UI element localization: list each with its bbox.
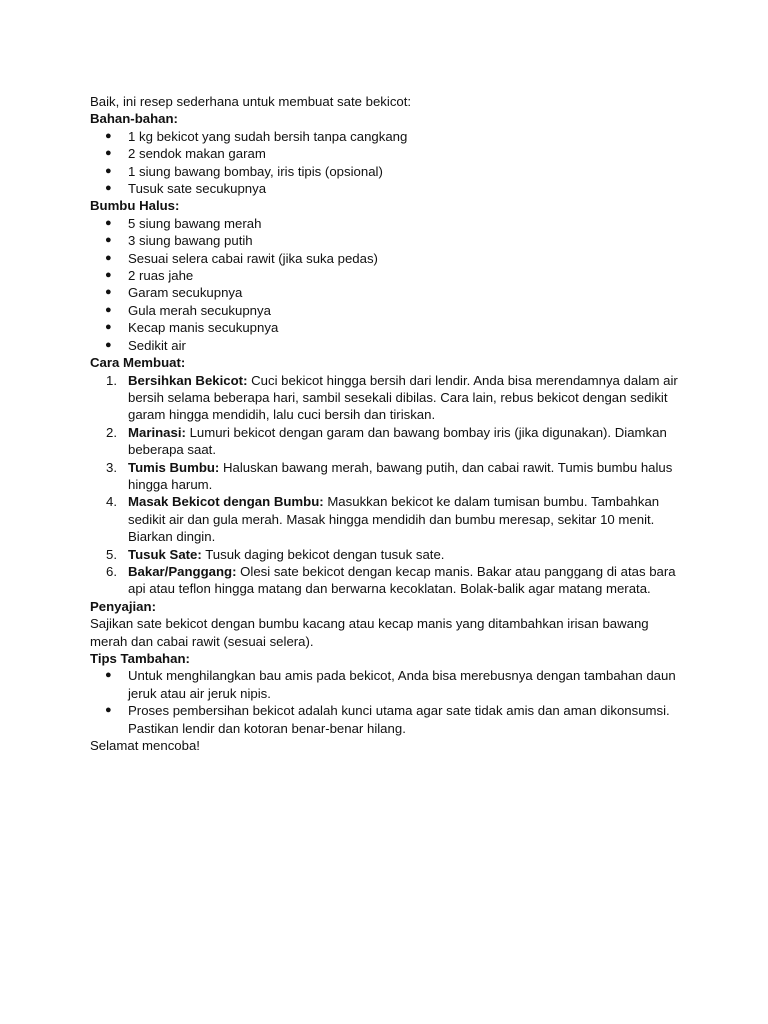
step-number: 5. (106, 546, 117, 562)
step-title: Tumis Bumbu: (128, 459, 220, 475)
bullet-icon: ● (105, 269, 112, 282)
step-title: Marinasi: (128, 424, 186, 440)
bullet-icon: ● (105, 338, 112, 351)
step-text: Lumuri bekicot dengan garam dan bawang bombay iris (jika digunakan). Diamkan beberapa saat. (128, 424, 667, 458)
ingredients-heading: Bahan-bahan: (90, 111, 178, 127)
bullet-icon: ● (105, 234, 112, 247)
bullet-icon: ● (105, 251, 112, 264)
step-item (90, 546, 682, 563)
bullet-icon: ● (105, 129, 112, 142)
bullet-icon: ● (105, 286, 112, 299)
bullet-icon: ● (105, 182, 112, 195)
tips-list (90, 667, 682, 737)
ingredients-list (90, 128, 682, 198)
list-item: ● 2 ruas jahe (105, 268, 194, 284)
list-item: ● 5 siung bawang merah (105, 215, 262, 231)
document-page (90, 93, 682, 754)
step-text: Haluskan bawang merah, bawang putih, dan cabai rawit. Tumis bumbu halus hingga harum. (128, 459, 673, 492)
closing-text: Selamat mencoba! (90, 738, 200, 754)
method-heading: Cara Membuat: (90, 355, 186, 371)
bullet-icon: ● (105, 216, 112, 229)
bullet-icon: ● (105, 164, 112, 177)
step-item (90, 424, 682, 459)
step-text: Tusuk daging bekicot dengan tusuk sate. (201, 546, 445, 562)
step-text: Masukkan bekicot ke dalam tumisan bumbu. Tambahkan sedikit air dan gula merah. Masak hingga mendidih dan bumbu meresap, sekitar 10 menit. Biarkan dingin. (128, 494, 660, 545)
bullet-icon: ● (105, 147, 112, 160)
step-item (90, 493, 682, 545)
step-number: 2. (106, 424, 117, 440)
list-item: ● 1 kg bekicot yang sudah bersih tanpa cangkang (105, 128, 408, 144)
step-item (90, 372, 682, 424)
step-title: Bakar/Panggang: (128, 563, 237, 579)
step-number: 6. (106, 563, 117, 579)
step-title: Masak Bekicot dengan Bumbu: (128, 494, 324, 510)
step-title: Bersihkan Bekicot: (128, 372, 248, 388)
serving-text: Sajikan sate bekicot dengan bumbu kacang atau kecap manis yang ditambahkan irisan bawang merah dan cabai rawit (sesuai selera). (90, 616, 649, 649)
list-item: ● Sesuai selera cabai rawit (jika suka pedas) (105, 250, 378, 266)
list-item: ● 3 siung bawang putih (105, 233, 253, 249)
step-item (90, 459, 682, 494)
bullet-icon: ● (105, 321, 112, 334)
list-item: ● Tusuk sate secukupnya (105, 181, 267, 197)
bullet-icon: ● (105, 704, 112, 717)
intro-text: Baik, ini resep sederhana untuk membuat sate bekicot: (90, 94, 412, 109)
spices-heading: Bumbu Halus: (90, 198, 180, 214)
list-item: ● Kecap manis secukupnya (105, 320, 279, 336)
list-item: ● Sedikit air (105, 337, 186, 353)
list-item: ● 2 sendok makan garam (105, 146, 266, 162)
spices-list (90, 215, 682, 354)
bullet-icon: ● (105, 669, 112, 682)
step-title: Tusuk Sate: (128, 546, 202, 562)
step-item (90, 563, 682, 598)
tips-heading: Tips Tambahan: (90, 651, 190, 666)
step-number: 4. (106, 494, 117, 510)
list-item: ● Gula merah secukupnya (105, 302, 271, 318)
list-item: ● Untuk menghilangkan bau amis pada bekicot, Anda bisa merebusnya dengan tambahan daun jeruk atau air jeruk nipis. (105, 668, 676, 701)
step-text: Olesi sate bekicot dengan kecap manis. Bakar atau panggang di atas bara api atau teflon hingga matang dan berwarna kecoklatan. Bolak-balik agar matang merata. (128, 563, 676, 597)
step-text: Cuci bekicot hingga bersih dari lendir. Anda bisa merendamnya dalam air bersih selama beberapa hari, sambil sesekali dibilas. Cara lain, rebus bekicot dengan sedikit garam hingga mendidih, lalu cuci bersih dan tiriskan. (128, 372, 678, 423)
list-item: ● 1 siung bawang bombay, iris tipis (opsional) (105, 163, 383, 179)
step-number: 3. (106, 459, 117, 475)
step-number: 1. (106, 372, 117, 388)
method-steps (90, 372, 682, 598)
serving-heading: Penyajian: (90, 598, 156, 614)
bullet-icon: ● (105, 303, 112, 316)
list-item: ● Proses pembersihan bekicot adalah kunci utama agar sate tidak amis dan aman dikonsumsi. Pastikan lendir dan kotoran benar-benar hilang. (105, 703, 670, 736)
list-item: ● Garam secukupnya (105, 285, 243, 301)
